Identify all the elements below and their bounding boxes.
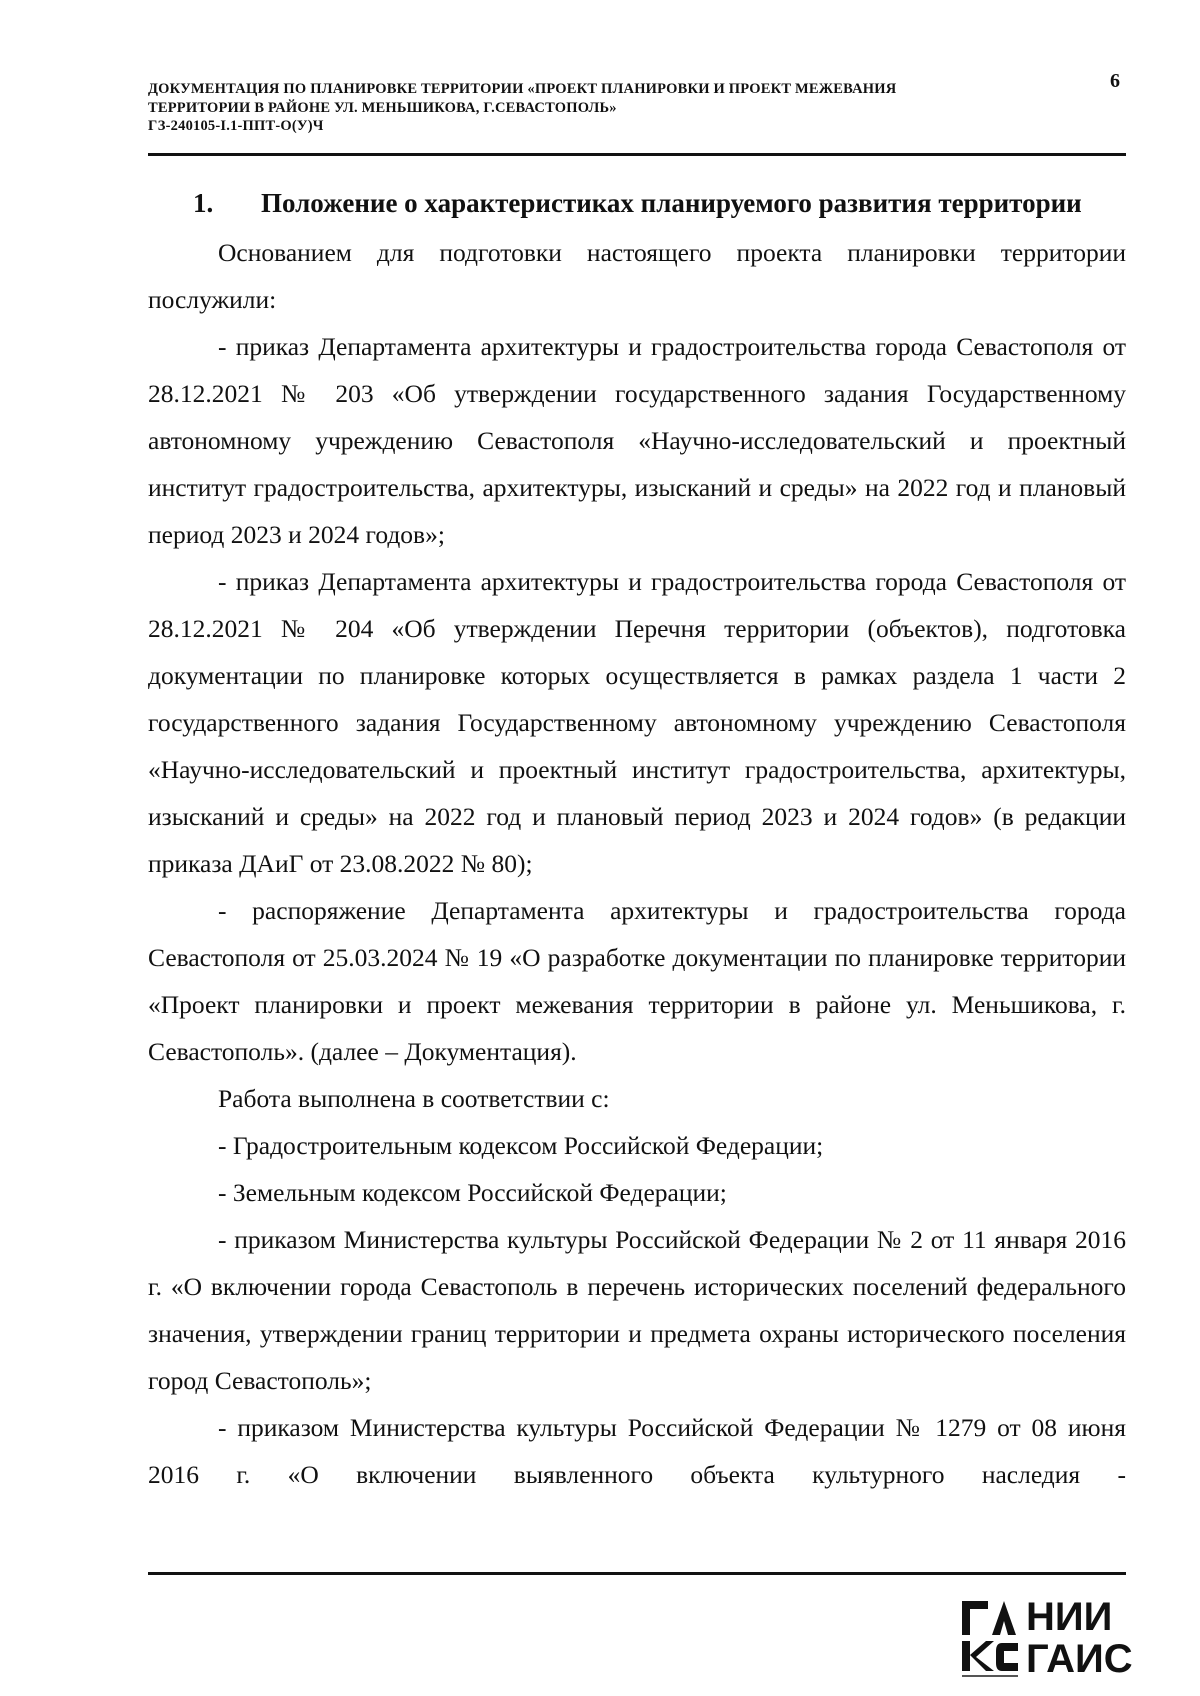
section-title: Положение о характеристиках планируемого развития территории — [261, 188, 1082, 218]
paragraph-culture-order-1279: - приказом Министерства культуры Российской Федерации № 1279 от 08 июня 2016 г. «О включении выявленного объекта культурного наследия - — [148, 1413, 1126, 1489]
paragraph-urban-code: - Градостроительным кодексом Российской Федерации; — [218, 1131, 824, 1160]
paragraph-culture-order-2: - приказом Министерства культуры Российской Федерации № 2 от 11 января 2016 г. «О включении города Севастополь в перечень исторических поселений федерального значения, утверждении границ территории и предмета охраны исторического поселения город Севастополь»; — [148, 1225, 1126, 1395]
paragraph-order-204: - приказ Департамента архитектуры и градостроительства города Севастополя от 28.12.2021 № 204 «Об утверждении Перечня территории (объектов), подготовка документации по планировке которых осуществляется в рамках раздела 1 части 2 государственного задания Государственному автономному учреждению Севастополя «Научно-исследовательский и проектный институт градостроительства, архитектуры, изысканий и среды» на 2022 год и плановый период 2023 и 2024 годов» (в редакции приказа ДАиГ от 23.08.2022 № 80); — [148, 567, 1126, 878]
document-body — [148, 185, 1126, 1498]
section-number: 1. — [193, 188, 214, 218]
section-heading — [148, 185, 1126, 221]
header-document-code: ГЗ-240105-I.1-ППТ-О(У)Ч — [148, 118, 324, 134]
footer-divider — [148, 1572, 1126, 1575]
page-number: 6 — [1110, 70, 1120, 92]
paragraph-compliance-intro: Работа выполнена в соответствии с: — [218, 1084, 610, 1113]
header-divider — [148, 153, 1126, 156]
document-header — [148, 80, 1068, 136]
paragraph-directive-19: - распоряжение Департамента архитектуры и градостроительства города Севастополя от 25.03.2024 № 19 «О разработке документации по планировке территории «Проект планировки и проект межевания территории в районе ул. Меньшикова, г. Севастополь». (далее – Документация). — [148, 896, 1126, 1066]
header-title-line-1: ДОКУМЕНТАЦИЯ ПО ПЛАНИРОВКЕ ТЕРРИТОРИИ «ПРОЕКТ ПЛАНИРОВКИ И ПРОЕКТ МЕЖЕВАНИЯ — [148, 81, 897, 97]
logo-text-gais: ГАИС — [1026, 1637, 1133, 1681]
institute-logo — [960, 1595, 1133, 1685]
header-title-line-2: ТЕРРИТОРИИ В РАЙОНЕ УЛ. МЕНЬШИКОВА, Г.СЕВАСТОПОЛЬ» — [148, 99, 617, 116]
logo-mark-icon — [960, 1599, 1022, 1681]
paragraph-land-code: - Земельным кодексом Российской Федерации; — [218, 1178, 727, 1207]
paragraph-basis: Основанием для подготовки настоящего проекта планировки территории послужили: — [148, 238, 1126, 314]
logo-text-nii: НИИ — [1026, 1595, 1113, 1639]
paragraph-order-203: - приказ Департамента архитектуры и градостроительства города Севастополя от 28.12.2021 № 203 «Об утверждении государственного задания Государственному автономному учреждению Севастополя «Научно-исследовательский и проектный институт градостроительства, архитектуры, изысканий и среды» на 2022 год и плановый период 2023 и 2024 годов»; — [148, 332, 1126, 549]
